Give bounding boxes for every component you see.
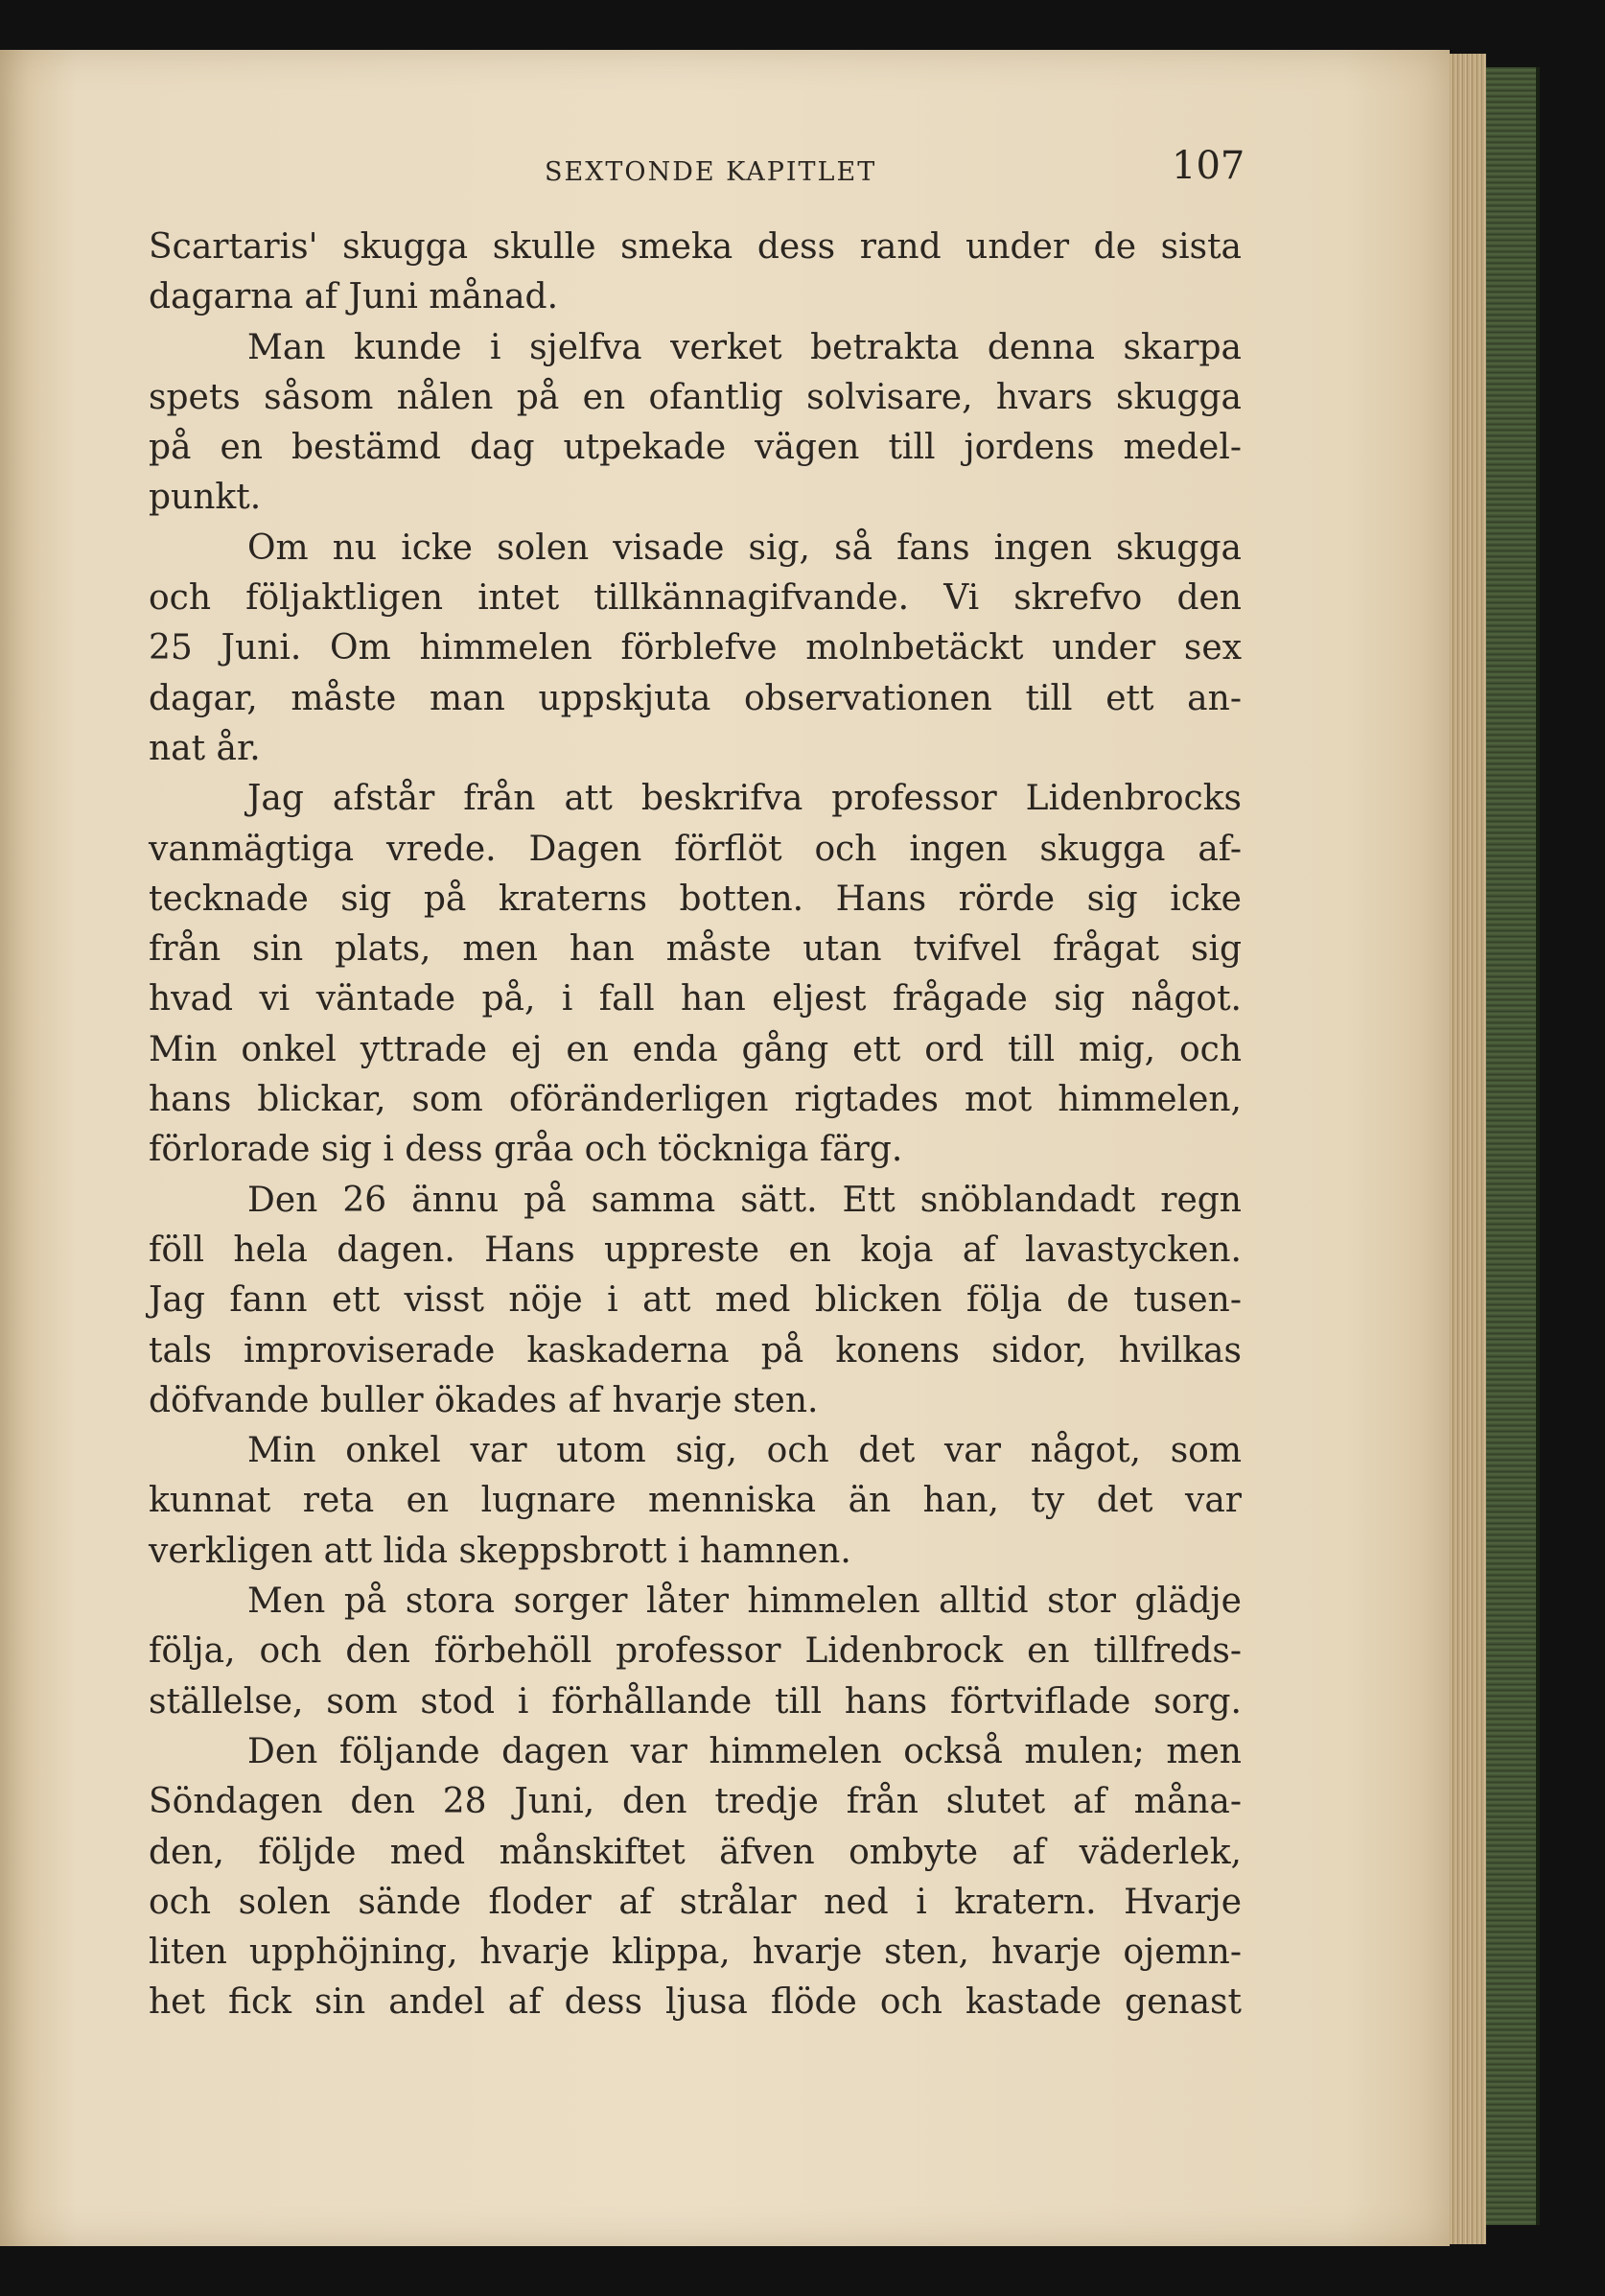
text-line: Den följande dagen var himmelen också mulen; men (247, 1731, 1242, 1771)
book-spine (1486, 67, 1540, 2225)
text-line: och solen sände floder af strålar ned i kratern. Hvarje (149, 1882, 1242, 1922)
text-line: Min onkel yttrade ej en enda gång ett ord till mig, och (149, 1029, 1242, 1069)
text-line: het fick sin andel af dess ljusa flöde och kastade genast (149, 1982, 1242, 2023)
running-head (0, 144, 1246, 201)
text-line: dagar, måste man uppskjuta observationen till ett an- (149, 678, 1242, 718)
text-line: 25 Juni. Om himmelen förblefve molnbetäckt under sex (149, 628, 1242, 668)
body-text (149, 223, 1242, 2028)
text-line: nat år. (149, 728, 261, 768)
text-line: dagarna af Juni månad. (149, 277, 559, 317)
text-line: Min onkel var utom sig, och det var något, som (247, 1431, 1242, 1471)
text-line: verkligen att lida skeppsbrott i hamnen. (149, 1531, 851, 1571)
text-line: från sin plats, men han måste utan tvifvel frågat sig (149, 929, 1242, 970)
chapter-title: SEXTONDE KAPITLET (545, 157, 877, 187)
text-line: liten upphöjning, hvarje klippa, hvarje sten, hvarje ojemn- (149, 1933, 1242, 1973)
text-line: vanmägtiga vrede. Dagen förflöt och ingen skugga af- (149, 829, 1242, 869)
text-line: döfvande buller ökades af hvarje sten. (149, 1380, 819, 1420)
text-line: Den 26 ännu på samma sätt. Ett snöblandadt regn (247, 1180, 1242, 1220)
text-line: förlorade sig i dess gråa och töckniga färg. (149, 1130, 903, 1170)
page-number: 107 (1172, 144, 1245, 188)
text-line: hvad vi väntade på, i fall han eljest frågade sig något. (149, 979, 1242, 1019)
text-line: Söndagen den 28 Juni, den tredje från slutet af måna- (149, 1782, 1242, 1822)
text-line: den, följde med månskiftet äfven ombyte af väderlek, (149, 1832, 1242, 1872)
text-line: Scartaris' skugga skulle smeka dess rand under de sista (149, 227, 1242, 267)
text-line: Om nu icke solen visade sig, så fans ingen skugga (247, 527, 1242, 568)
text-line: Man kunde i sjelfva verket betrakta denna skarpa (247, 327, 1242, 367)
text-line: kunnat reta en lugnare menniska än han, ty det var (149, 1481, 1242, 1521)
text-line: ställelse, som stod i förhållande till hans förtviflade sorg. (149, 1681, 1242, 1722)
text-line: tecknade sig på kraterns botten. Hans rörde sig icke (149, 879, 1242, 919)
text-line: Jag afstår från att beskrifva professor Lidenbrocks (247, 779, 1242, 819)
text-line: hans blickar, som oföränderligen rigtades mot himmelen, (149, 1080, 1242, 1120)
text-line: Men på stora sorger låter himmelen alltid stor glädje (247, 1581, 1242, 1622)
text-line: spets såsom nålen på en ofantlig solvisare, hvars skugga (149, 377, 1242, 417)
text-line: tals improviserade kaskaderna på konens sidor, hvilkas (149, 1330, 1242, 1371)
text-line: föll hela dagen. Hans uppreste en koja af lavastycken. (149, 1230, 1242, 1270)
text-line: punkt. (149, 478, 262, 518)
text-line: Jag fann ett visst nöje i att med blicken följa de tusen- (149, 1280, 1242, 1321)
text-line: följa, och den förbehöll professor Lidenbrock en tillfreds- (149, 1631, 1242, 1672)
page-edges (1450, 54, 1486, 2244)
text-line: på en bestämd dag utpekade vägen till jordens medel- (149, 428, 1242, 468)
text-line: och följaktligen intet tillkännagifvande. Vi skrefvo den (149, 578, 1242, 619)
